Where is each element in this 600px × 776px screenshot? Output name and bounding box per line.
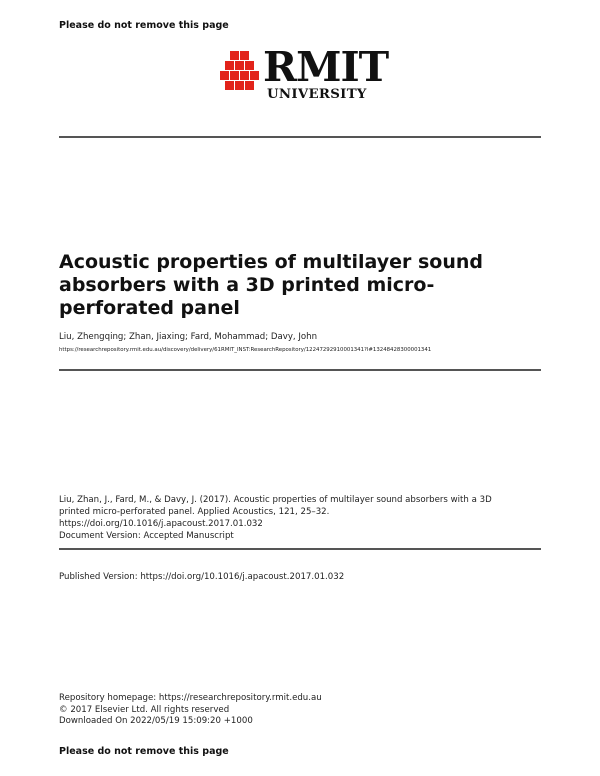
- logo-wordmark: RMIT: [263, 43, 389, 91]
- divider-top: [59, 136, 541, 138]
- download-info: [59, 693, 322, 728]
- citation-line: Liu, Zhan, J., Fard, M., & Davy, J. (2017). Acoustic properties of multilayer sound absorbers with a 3D: [59, 495, 492, 505]
- logo-subtitle: UNIVERSITY: [267, 87, 367, 102]
- notice-bottom: Please do not remove this page: [59, 746, 229, 757]
- notice-top: Please do not remove this page: [59, 20, 229, 31]
- paper-title: Acoustic properties of multilayer sound absorbers with a 3D printed micro-perforated panel: [59, 251, 484, 319]
- citation-line: printed micro-perforated panel. Applied Acoustics, 121, 25–32.: [59, 507, 330, 517]
- copyright-notice: © 2017 Elsevier Ltd. All rights reserved: [59, 704, 230, 715]
- rmit-pixel-mark-icon: [220, 51, 260, 91]
- author-list: Liu, Zhengqing; Zhan, Jiaxing; Fard, Mohammad; Davy, John: [59, 332, 318, 342]
- citation-doi-link[interactable]: https://doi.org/10.1016/j.apacoust.2017.01.032: [59, 519, 263, 529]
- repository-link[interactable]: https://researchrepository.rmit.edu.au/discovery/delivery/61RMIT_INST:ResearchRepository/12247292910001341?l#13248428300001341: [59, 347, 432, 353]
- repository-homepage-link[interactable]: Repository homepage: https://researchrepository.rmit.edu.au: [59, 693, 322, 703]
- published-version-link[interactable]: Published Version: https://doi.org/10.1016/j.apacoust.2017.01.032: [59, 572, 345, 582]
- citation-block: [59, 494, 541, 542]
- document-version: Document Version: Accepted Manuscript: [59, 531, 234, 541]
- download-timestamp: Downloaded On 2022/05/19 15:09:20 +1000: [59, 716, 253, 726]
- rmit-logo: [220, 43, 389, 109]
- divider-lower: [59, 548, 541, 550]
- divider-middle: [59, 369, 541, 371]
